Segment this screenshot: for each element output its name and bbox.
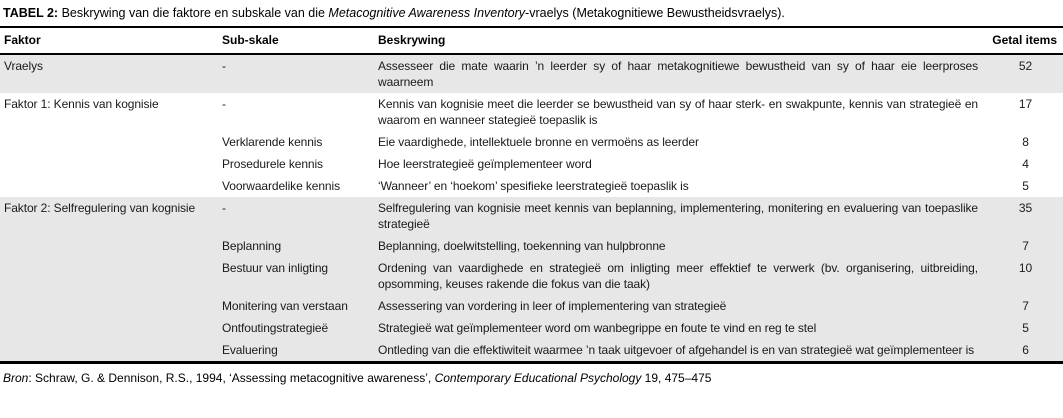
cell-faktor: [0, 131, 222, 153]
cell-faktor: Faktor 2: Selfregulering van kognisie: [4, 201, 196, 215]
cell-getal-items: 6: [1022, 343, 1029, 357]
cell-faktor: Faktor 1: Kennis van kognisie: [4, 97, 159, 111]
cell-faktor: [0, 153, 222, 175]
cell-faktor: [0, 257, 222, 295]
cell-beskrywing: Assesseer die mate waarin ’n leerder sy of haar metakognitiewe bewustheid van sy of haar eie leerproses waarneem: [378, 59, 978, 89]
source-label: Bron: [3, 371, 29, 385]
cell-faktor: [0, 339, 222, 363]
caption-text-before: Beskrywing van die faktore en subskale van die: [58, 6, 329, 20]
cell-faktor: [0, 235, 222, 257]
cell-getal-items: 35: [1018, 201, 1033, 215]
header-subskale: Sub-skale: [222, 27, 378, 54]
cell-subskale: Voorwaardelike kennis: [222, 179, 340, 193]
table-row-bestuur-van-inligting: [0, 257, 1063, 295]
table-row-voorwaardelike-kennis: [0, 175, 1063, 197]
cell-getal-items: 4: [1022, 157, 1029, 171]
cell-subskale: Evaluering: [222, 343, 278, 357]
cell-subskale: Bestuur van inligting: [222, 261, 328, 275]
table-row-evaluering: [0, 339, 1063, 363]
table-row-monitering-van-verstaan: [0, 295, 1063, 317]
cell-beskrywing: Beplanning, doelwitstelling, toekenning van hulpbronne: [378, 239, 666, 253]
cell-subskale: Beplanning: [222, 239, 282, 253]
cell-beskrywing: Kennis van kognisie meet die leerder se bewustheid van sy of haar sterk- en swakpunte, kennis van strategieë en waarom en wanneer stategieë toepaslik is: [378, 97, 978, 127]
cell-getal-items: 5: [1022, 321, 1029, 335]
table-header: [0, 27, 1063, 54]
cell-faktor: [0, 295, 222, 317]
cell-subskale: Monitering van verstaan: [222, 299, 348, 313]
cell-beskrywing: Ordening van vaardighede en strategieë om inligting meer effektief te verwerk (bv. organisering, uitbreiding, opsomming, keuses rakende die fokus van die taak): [378, 261, 978, 291]
cell-getal-items: 17: [1018, 97, 1033, 111]
table-row-vraelys: [0, 54, 1063, 93]
cell-subskale: -: [222, 59, 226, 73]
caption-text-after: -vraelys (Metakognitiewe Bewustheidsvraelys).: [525, 6, 785, 20]
mai-table: [0, 26, 1063, 364]
header-getal-items: Getal items: [988, 27, 1063, 54]
cell-beskrywing: Assessering van vordering in leer of implementering van strategieë: [378, 299, 727, 313]
cell-beskrywing: Hoe leerstrategieë geïmplementeer word: [378, 157, 592, 171]
cell-beskrywing: Ontleding van die effektiwiteit waarmee ’n taak uitgevoer of afgehandel is en van strategieë wat geïmplementeer is: [378, 343, 975, 357]
cell-subskale: -: [222, 201, 226, 215]
cell-faktor: [0, 175, 222, 197]
table-row-verklarende-kennis: [0, 131, 1063, 153]
caption-italic-title: Metacognitive Awareness Inventory: [328, 6, 526, 20]
cell-beskrywing: ‘Wanneer’ en ‘hoekom’ spesifieke leerstrategieë toepaslik is: [378, 179, 689, 193]
table-body: [0, 54, 1063, 363]
cell-getal-items: 52: [1018, 59, 1033, 73]
source-pages: 19, 475–475: [641, 371, 712, 385]
source-text: : Schraw, G. & Dennison, R.S., 1994, ‘Assessing metacognitive awareness’,: [28, 371, 435, 385]
cell-getal-items: 10: [1018, 261, 1033, 275]
cell-beskrywing: Eie vaardighede, intellektuele bronne en vermoëns as leerder: [378, 135, 699, 149]
table-row-beplanning: [0, 235, 1063, 257]
header-beskrywing: Beskrywing: [378, 27, 988, 54]
cell-beskrywing: Selfregulering van kognisie meet kennis van beplanning, implementering, monitering en evaluering van toepaslike strategieë: [378, 201, 978, 231]
table-row-faktor2: [0, 197, 1063, 235]
header-faktor: Faktor: [0, 27, 222, 54]
cell-beskrywing: Strategieë wat geïmplementeer word om wanbegrippe en foute te vind en reg te stel: [378, 321, 817, 335]
header-row: [0, 27, 1063, 54]
cell-subskale: Verklarende kennis: [222, 135, 323, 149]
cell-faktor: [0, 317, 222, 339]
table-row-faktor1: [0, 93, 1063, 131]
cell-subskale: Prosedurele kennis: [222, 157, 323, 171]
table-caption: [0, 5, 1063, 26]
table-row-ontfoutingstrategiee: [0, 317, 1063, 339]
cell-subskale: Ontfoutingstrategieë: [222, 321, 329, 335]
cell-faktor: Vraelys: [4, 59, 43, 73]
caption-label: TABEL 2:: [3, 6, 59, 20]
source-note: [0, 364, 1063, 386]
cell-getal-items: 8: [1022, 135, 1029, 149]
source-journal: Contemporary Educational Psychology: [434, 371, 642, 385]
cell-subskale: -: [222, 97, 226, 111]
table-row-prosedurele-kennis: [0, 153, 1063, 175]
cell-getal-items: 7: [1022, 239, 1029, 253]
cell-getal-items: 5: [1022, 179, 1029, 193]
cell-getal-items: 7: [1022, 299, 1029, 313]
